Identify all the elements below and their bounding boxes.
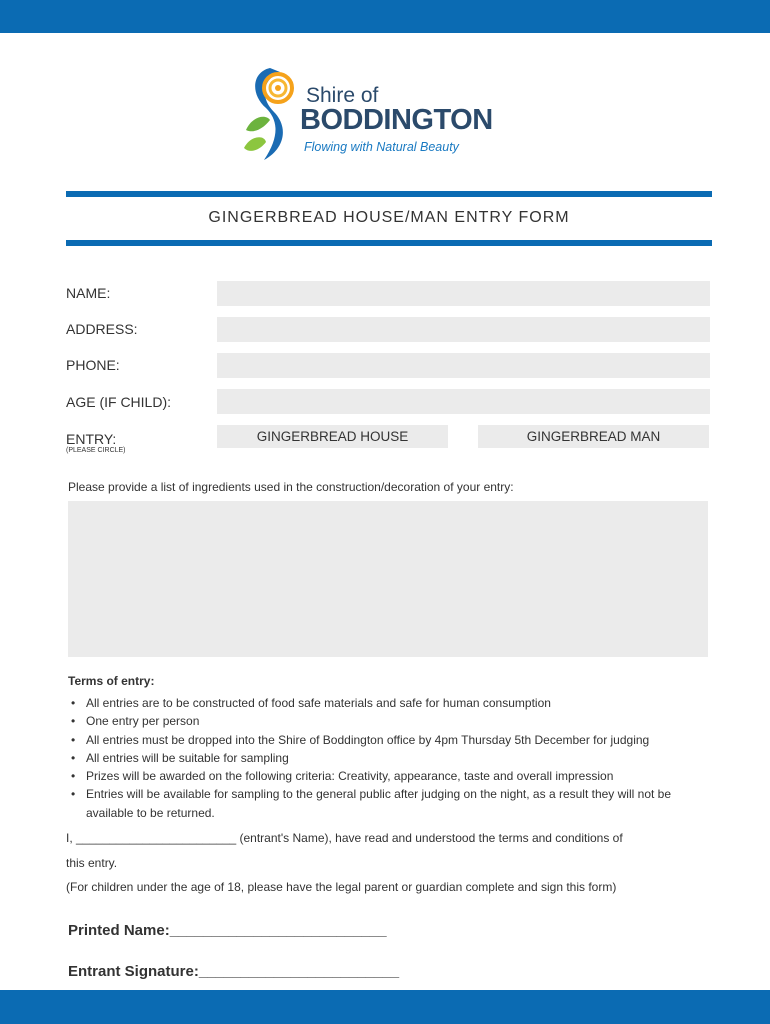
address-label: ADDRESS: bbox=[66, 321, 138, 337]
logo-line-boddington: BODDINGTON bbox=[300, 104, 493, 136]
entry-option-gingerbread-man[interactable]: GINGERBREAD MAN bbox=[478, 425, 709, 448]
name-label: NAME: bbox=[66, 285, 111, 301]
terms-item: • One entry per person bbox=[68, 712, 728, 730]
shire-logo bbox=[240, 64, 540, 164]
title-rule-top bbox=[66, 191, 712, 197]
title-rule-bottom bbox=[66, 240, 712, 246]
logo-emblem-icon bbox=[240, 64, 300, 164]
name-field[interactable] bbox=[217, 281, 710, 306]
top-banner bbox=[0, 0, 770, 33]
bottom-banner bbox=[0, 990, 770, 1024]
entry-option-gingerbread-house[interactable]: GINGERBREAD HOUSE bbox=[217, 425, 448, 448]
logo-tagline: Flowing with Natural Beauty bbox=[304, 140, 459, 154]
form-title: GINGERBREAD HOUSE/MAN ENTRY FORM bbox=[208, 209, 570, 226]
address-field[interactable] bbox=[217, 317, 710, 342]
terms-heading: Terms of entry: bbox=[68, 674, 155, 688]
terms-item: • All entries are to be constructed of food safe materials and safe for human consumption bbox=[68, 694, 728, 712]
entry-label: ENTRY: bbox=[66, 431, 117, 447]
logo-line-shire-of: Shire of bbox=[306, 84, 379, 107]
declaration-line-1: I, ________________________ (entrant's Name), have read and understood the terms and conditions of bbox=[66, 831, 623, 845]
ingredients-textarea[interactable] bbox=[68, 501, 708, 657]
entry-circle-note: (PLEASE CIRCLE) bbox=[66, 447, 126, 454]
terms-item: • All entries will be suitable for sampling bbox=[68, 749, 728, 767]
age-field[interactable] bbox=[217, 389, 710, 414]
declaration-line-2: this entry. bbox=[66, 856, 118, 870]
age-label: AGE (IF CHILD): bbox=[66, 394, 172, 410]
terms-list bbox=[68, 694, 728, 822]
printed-name-line[interactable]: Printed Name:__________________________ bbox=[68, 922, 387, 939]
terms-item: • Prizes will be awarded on the following criteria: Creativity, appearance, taste and overall impression bbox=[68, 767, 728, 785]
terms-item: • Entries will be available for sampling to the general public after judging on the night, as a result they will not be available to be returned. bbox=[68, 785, 728, 822]
terms-item: • All entries must be dropped into the Shire of Boddington office by 4pm Thursday 5th December for judging bbox=[68, 731, 728, 749]
entrant-signature-line[interactable]: Entrant Signature:________________________ bbox=[68, 963, 400, 980]
phone-label: PHONE: bbox=[66, 357, 120, 373]
declaration-guardian-note: (For children under the age of 18, please have the legal parent or guardian complete and sign this form) bbox=[66, 880, 617, 894]
ingredients-prompt: Please provide a list of ingredients used in the construction/decoration of your entry: bbox=[68, 480, 514, 494]
phone-field[interactable] bbox=[217, 353, 710, 378]
